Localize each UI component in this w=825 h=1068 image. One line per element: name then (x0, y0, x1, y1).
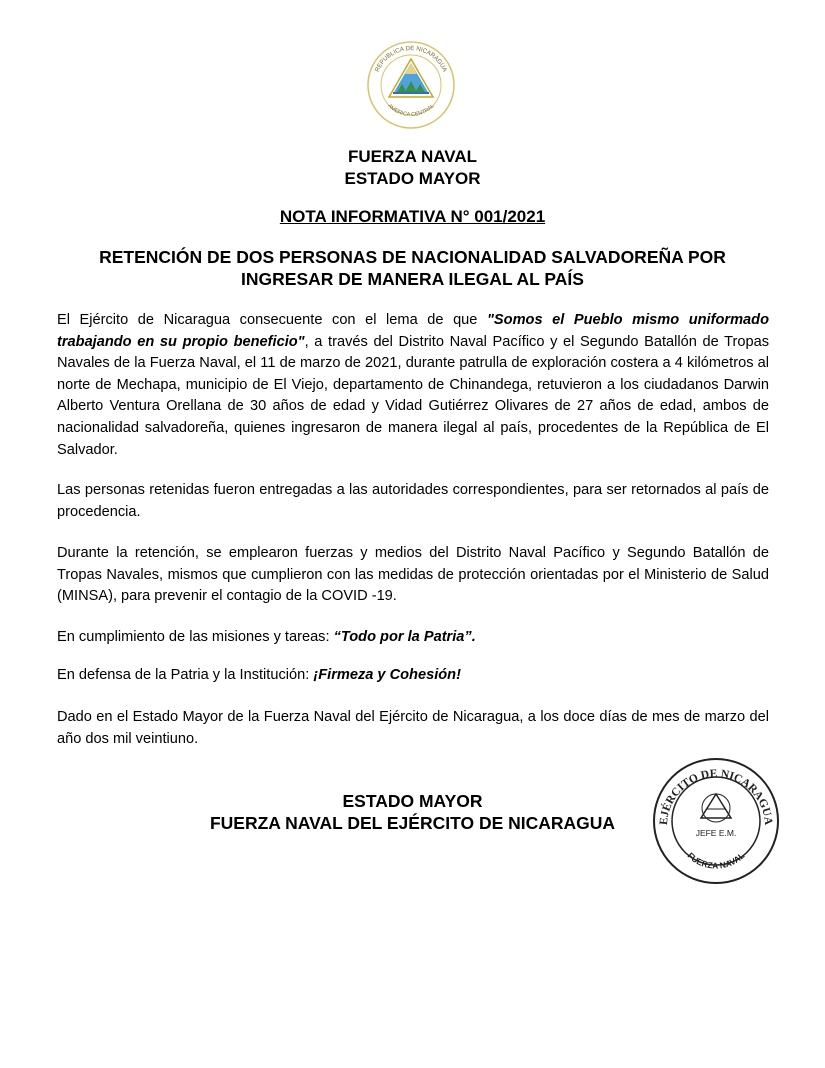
signature-line-2: FUERZA NAVAL DEL EJÉRCITO DE NICARAGUA (209, 813, 616, 833)
logo-ring-text-top: REPUBLICA DE NICARAGUA (373, 44, 449, 74)
paragraph-1 (57, 310, 769, 461)
paragraph-5 (57, 665, 769, 687)
p1-rest: , a través del Distrito Naval Pacífico y el Segundo Batallón de Tropas Navales de la Fuerza Naval, el 11 de marzo de 2021, durante patrulla de exploración costera a 4 kilómetros al norte de Mechapa, municipio de El Viejo, departamento de Chinandega, retuvieron a los ciudadanos Darwin Alberto Ventura Orellana de 30 años de edad y Vidad Gutiérrez Olivares de 27 años de edad, ambos de nacionalidad salvadoreña, quienes ingresaron de manera ilegal al país, procedentes de la República de El Salvador. (57, 333, 769, 458)
document-title (0, 246, 825, 290)
org-line-2: ESTADO MAYOR (344, 169, 481, 188)
svg-text:FUERZA NAVAL (686, 850, 747, 870)
svg-text:AMERICA CENTRAL (386, 103, 436, 118)
logo-ring-text-bottom: AMERICA CENTRAL (386, 103, 436, 119)
title-line-2: INGRESAR DE MANERA ILEGAL AL PAÍS (241, 269, 584, 289)
p4-start: En cumplimiento de las misiones y tareas: (57, 629, 334, 645)
stamp-inner-line-1: JEFE E.M. (695, 828, 737, 838)
signature-line-1: ESTADO MAYOR (342, 791, 483, 811)
p1-start: El Ejército de Nicaragua consecuente con el lema de que (57, 312, 487, 328)
title-line-1: RETENCIÓN DE DOS PERSONAS DE NACIONALIDAD SALVADOREÑA POR (99, 247, 726, 267)
paragraph-2: Las personas retenidas fueron entregadas a las autoridades correspondientes, para ser retornados al país de procedencia. (57, 482, 769, 520)
organization-header (0, 146, 825, 190)
stamp-ring-text: EJÉRCITO DE NICARAGUA (657, 767, 775, 826)
p5-motto: ¡Firmeza y Cohesión! (313, 667, 461, 683)
coat-of-arms-icon (366, 40, 456, 130)
org-line-1: FUERZA NAVAL (347, 147, 478, 166)
p5-start: En defensa de la Patria y la Institución: (57, 667, 314, 683)
stamp-inner-line-2: FUERZA NAVAL (685, 850, 747, 871)
paragraph-3: Durante la retención, se emplearon fuerzas y medios del Distrito Naval Pacífico y Segundo Batallón de Tropas Navales, mismos que cumplieron con las medidas de protección orientadas por el Ministerio de Salud (MINSA), para prevenir el contagio de la COVID -19. (57, 545, 769, 605)
official-stamp-icon (651, 756, 781, 886)
paragraph-6: Dado en el Estado Mayor de la Fuerza Naval del Ejército de Nicaragua, a los doce días de mes de marzo del año dos mil veintiuno. (57, 709, 769, 747)
paragraph-4 (57, 627, 769, 649)
p1-motto: "Somos el Pueblo mismo uniformado trabajando en su propio beneficio" (57, 312, 769, 350)
p4-motto: “Todo por la Patria”. (333, 629, 476, 645)
nota-number: NOTA INFORMATIVA N° 001/2021 (279, 207, 546, 226)
